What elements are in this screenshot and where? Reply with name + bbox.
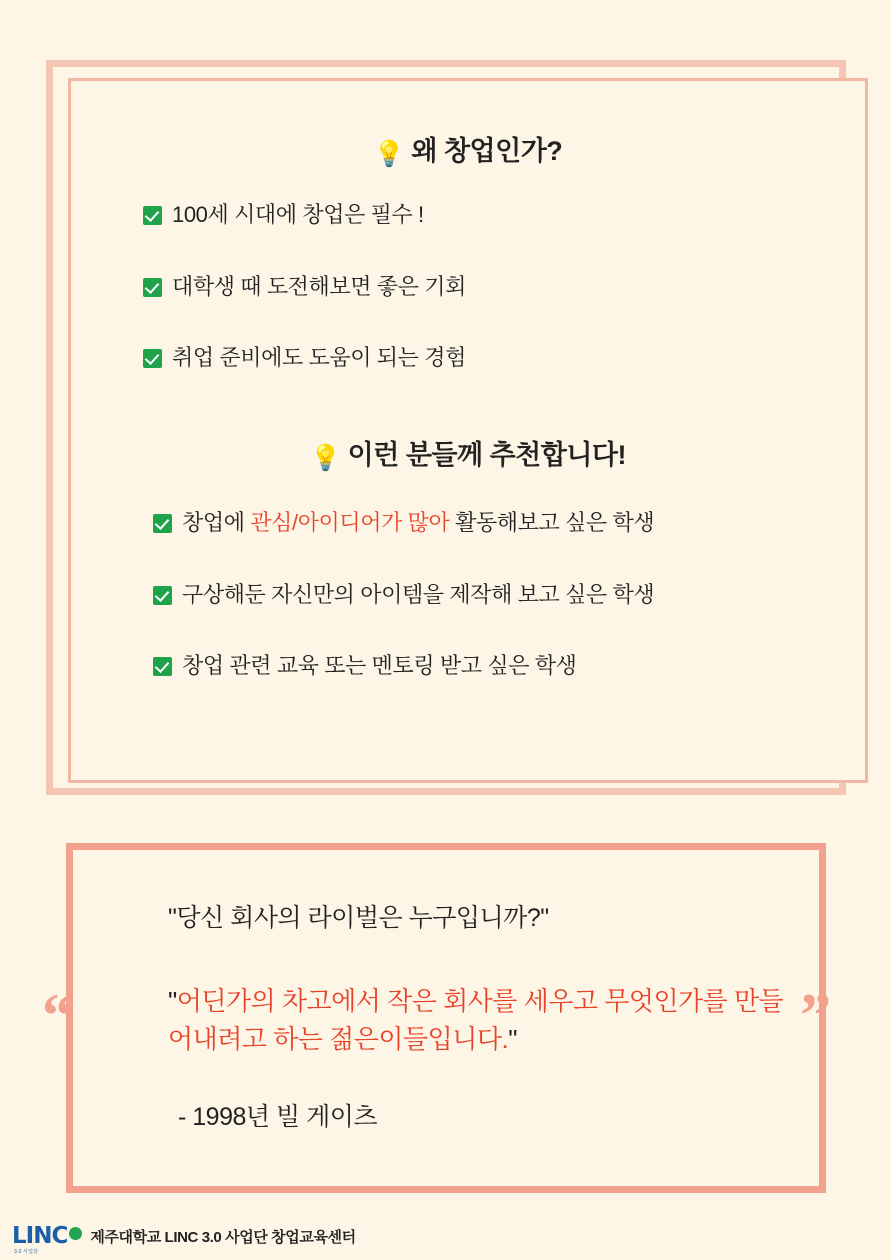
bullet-list-why-startup [143, 201, 843, 416]
quote-attribution: - 1998년 빌 게이츠 [178, 1102, 378, 1131]
list-item-label: 구상해둔 자신만의 아이템을 제작해 보고 싶은 학생 [182, 581, 655, 607]
section-title-text: 이런 분들께 추천합니다! [347, 440, 626, 470]
check-icon [143, 206, 162, 225]
quote-answer-highlight: 어딘가의 차고에서 작은 회사를 세우고 무엇인가를 만들어내려고 하는 젊은이들입니다. [168, 986, 784, 1055]
section-title-text: 왜 창업인가? [411, 136, 563, 166]
highlight-text: 관심/아이디어가 많아 [250, 510, 450, 535]
lightbulb-icon: 💡 [310, 444, 341, 472]
section-title-why-startup [71, 129, 865, 169]
linc-logo-icon [12, 1223, 82, 1255]
quote-body [168, 898, 788, 1133]
quote-open-icon: “ [42, 982, 73, 1050]
section-title-recommend [71, 433, 865, 473]
footer [12, 1223, 356, 1255]
info-card [68, 78, 868, 783]
list-item-label: 취업 준비에도 도움이 되는 경험 [172, 345, 466, 370]
list-item [143, 201, 843, 229]
check-icon [153, 586, 172, 605]
list-item [153, 581, 853, 609]
logo-subtext: 3.0 사업단 [14, 1249, 39, 1255]
list-item-label: 창업에 관심/아이디어가 많아 활동해보고 싶은 학생 [182, 510, 655, 535]
list-item [153, 509, 853, 537]
list-item [143, 273, 843, 301]
quote-question: "당신 회사의 라이벌은 누구입니까?" [168, 904, 549, 932]
list-item-label: 대학생 때 도전해보면 좋은 기회 [172, 273, 466, 299]
list-item [143, 344, 843, 372]
list-item-label: 100세 시대에 창업은 필수 ! [172, 202, 424, 227]
check-icon [153, 514, 172, 533]
logo-dot-icon [69, 1227, 82, 1240]
lightbulb-icon: 💡 [373, 140, 405, 168]
check-icon [143, 278, 162, 297]
footer-label: 제주대학교 LINC 3.0 사업단 창업교육센터 [90, 1229, 356, 1246]
logo-wordmark: LINC [12, 1223, 68, 1249]
quote-close-icon: ” [800, 982, 831, 1050]
list-item [153, 652, 853, 680]
check-icon [153, 657, 172, 676]
quote-answer: "어딘가의 차고에서 작은 회사를 세우고 무엇인가를 만들어내려고 하는 젊은이들입니다." [168, 986, 784, 1055]
bullet-list-recommend [153, 509, 853, 724]
check-icon [143, 349, 162, 368]
list-item-label: 창업 관련 교육 또는 멘토링 받고 싶은 학생 [182, 653, 577, 678]
